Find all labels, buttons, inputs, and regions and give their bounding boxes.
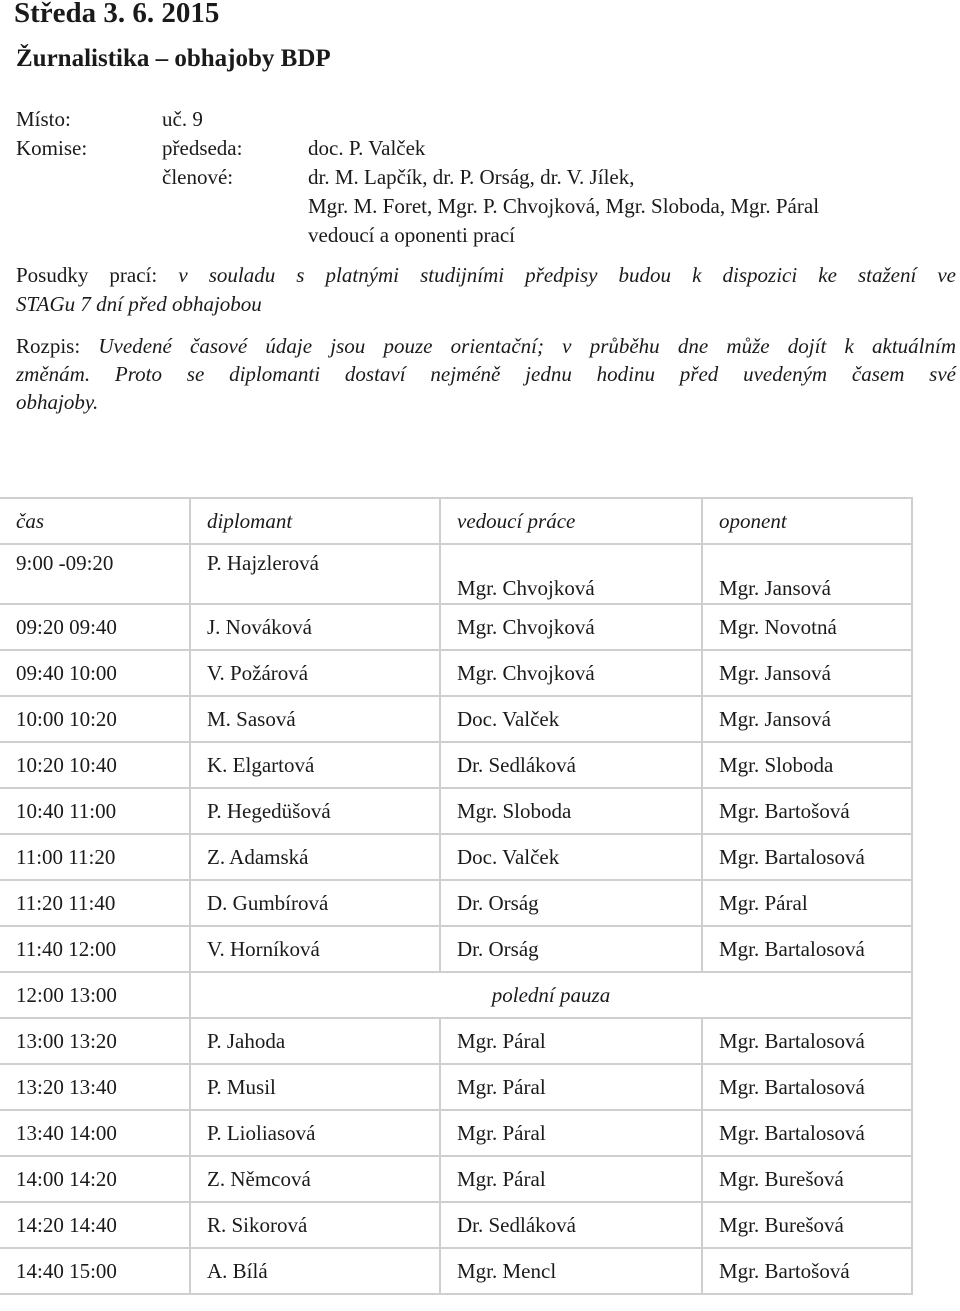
student-cell: V. Horníková <box>190 926 440 972</box>
table-row <box>0 742 912 788</box>
committee-label: Komise: <box>16 136 88 160</box>
student-cell: Z. Adamská <box>190 834 440 880</box>
time-cell: 14:20 14:40 <box>0 1202 190 1248</box>
supervisor-cell: Mgr. Mencl <box>440 1248 702 1294</box>
time-cell: 09:40 10:00 <box>0 650 190 696</box>
table-row <box>0 926 912 972</box>
supervisor-cell: Mgr. Páral <box>440 1018 702 1064</box>
table-row <box>0 1110 912 1156</box>
pause-row <box>0 972 912 1018</box>
student-cell: K. Elgartová <box>190 742 440 788</box>
supervisor-cell: Dr. Orság <box>440 880 702 926</box>
place-value: uč. 9 <box>162 107 203 131</box>
supervisor-cell: Dr. Sedláková <box>440 742 702 788</box>
table-row <box>0 834 912 880</box>
header-supervisor: vedoucí práce <box>440 498 702 544</box>
opponent-cell: Mgr. Bartalosová <box>702 834 912 880</box>
page-title: Středa 3. 6. 2015 <box>14 0 220 29</box>
place-label: Místo: <box>16 107 71 131</box>
supervisor-cell: Mgr. Chvojková <box>440 544 702 604</box>
schedule-note-line-1: Uvedené časové údaje jsou pouze orientační; v průběhu dne může dojít k aktuálním <box>98 334 956 358</box>
header-student: diplomant <box>190 498 440 544</box>
student-cell: Z. Němcová <box>190 1156 440 1202</box>
opponent-cell: Mgr. Jansová <box>702 650 912 696</box>
members-label: členové: <box>162 165 234 189</box>
student-cell: P. Lioliasová <box>190 1110 440 1156</box>
time-cell: 14:00 14:20 <box>0 1156 190 1202</box>
opponent-cell: Mgr. Bartalosová <box>702 1018 912 1064</box>
schedule-note-line-2: změnám. Proto se diplomanti dostaví nejméně jednu hodinu před uvedeným časem své <box>16 362 956 386</box>
members-line-1: dr. M. Lapčík, dr. P. Orság, dr. V. Jílek, <box>308 165 635 189</box>
table-row <box>0 604 912 650</box>
supervisor-cell: Mgr. Páral <box>440 1156 702 1202</box>
student-cell: A. Bílá <box>190 1248 440 1294</box>
opponent-cell: Mgr. Sloboda <box>702 742 912 788</box>
header-opponent: oponent <box>702 498 912 544</box>
student-cell: D. Gumbírová <box>190 880 440 926</box>
chair-value: doc. P. Valček <box>308 136 426 160</box>
time-cell: 13:40 14:00 <box>0 1110 190 1156</box>
opponent-cell: Mgr. Páral <box>702 880 912 926</box>
supervisor-cell: Dr. Sedláková <box>440 1202 702 1248</box>
table-header-row <box>0 498 912 544</box>
opponent-cell: Mgr. Bartalosová <box>702 1064 912 1110</box>
reviews-label: Posudky prací: <box>16 263 158 287</box>
members-line-2: Mgr. M. Foret, Mgr. P. Chvojková, Mgr. Sloboda, Mgr. Páral <box>308 194 820 218</box>
opponent-cell: Mgr. Bartalosová <box>702 1110 912 1156</box>
student-cell: V. Požárová <box>190 650 440 696</box>
table-row <box>0 1248 912 1294</box>
time-cell: 11:20 11:40 <box>0 880 190 926</box>
student-cell: P. Jahoda <box>190 1018 440 1064</box>
supervisor-cell: Mgr. Páral <box>440 1110 702 1156</box>
table-row <box>0 1156 912 1202</box>
schedule-note-paragraph <box>16 332 956 416</box>
members-line-3: vedoucí a oponenti prací <box>308 223 516 247</box>
table-row <box>0 650 912 696</box>
student-cell: P. Hegedüšová <box>190 788 440 834</box>
student-cell: R. Sikorová <box>190 1202 440 1248</box>
time-cell: 10:00 10:20 <box>0 696 190 742</box>
supervisor-cell: Mgr. Páral <box>440 1064 702 1110</box>
time-cell: 11:00 11:20 <box>0 834 190 880</box>
opponent-cell: Mgr. Burešová <box>702 1202 912 1248</box>
time-cell: 13:20 13:40 <box>0 1064 190 1110</box>
reviews-text-line-2: STAGu 7 dní před obhajobou <box>16 292 262 316</box>
schedule-table <box>0 497 913 1295</box>
time-cell: 10:20 10:40 <box>0 742 190 788</box>
opponent-cell: Mgr. Novotná <box>702 604 912 650</box>
table-row <box>0 1018 912 1064</box>
student-cell: P. Hajzlerová <box>190 544 440 604</box>
student-cell: M. Sasová <box>190 696 440 742</box>
time-cell: 10:40 11:00 <box>0 788 190 834</box>
header-time: čas <box>0 498 190 544</box>
reviews-paragraph <box>16 261 956 318</box>
opponent-cell: Mgr. Bartošová <box>702 1248 912 1294</box>
time-cell: 9:00 -09:20 <box>0 544 190 604</box>
page-subtitle: Žurnalistika – obhajoby BDP <box>16 45 331 72</box>
time-cell: 12:00 13:00 <box>0 972 190 1018</box>
schedule-note-line-3: obhajoby. <box>16 390 99 414</box>
opponent-cell: Mgr. Bartošová <box>702 788 912 834</box>
supervisor-cell: Mgr. Sloboda <box>440 788 702 834</box>
opponent-cell: Mgr. Jansová <box>702 696 912 742</box>
schedule-note-label: Rozpis: <box>16 334 81 358</box>
supervisor-cell: Doc. Valček <box>440 834 702 880</box>
opponent-cell: Mgr. Jansová <box>702 544 912 604</box>
time-cell: 09:20 09:40 <box>0 604 190 650</box>
reviews-text-line-1: v souladu s platnými studijními předpisy budou k dispozici ke stažení ve <box>178 263 957 287</box>
student-cell: P. Musil <box>190 1064 440 1110</box>
chair-label: předseda: <box>162 136 243 160</box>
table-row <box>0 544 912 604</box>
table-row <box>0 880 912 926</box>
supervisor-cell: Doc. Valček <box>440 696 702 742</box>
supervisor-cell: Mgr. Chvojková <box>440 604 702 650</box>
time-cell: 11:40 12:00 <box>0 926 190 972</box>
opponent-cell: Mgr. Burešová <box>702 1156 912 1202</box>
opponent-cell: Mgr. Bartalosová <box>702 926 912 972</box>
supervisor-cell: Dr. Orság <box>440 926 702 972</box>
time-cell: 14:40 15:00 <box>0 1248 190 1294</box>
table-row <box>0 1064 912 1110</box>
lunch-break-label: polední pauza <box>190 972 912 1018</box>
time-cell: 13:00 13:20 <box>0 1018 190 1064</box>
table-row <box>0 1202 912 1248</box>
table-row <box>0 696 912 742</box>
student-cell: J. Nováková <box>190 604 440 650</box>
supervisor-cell: Mgr. Chvojková <box>440 650 702 696</box>
table-row <box>0 788 912 834</box>
